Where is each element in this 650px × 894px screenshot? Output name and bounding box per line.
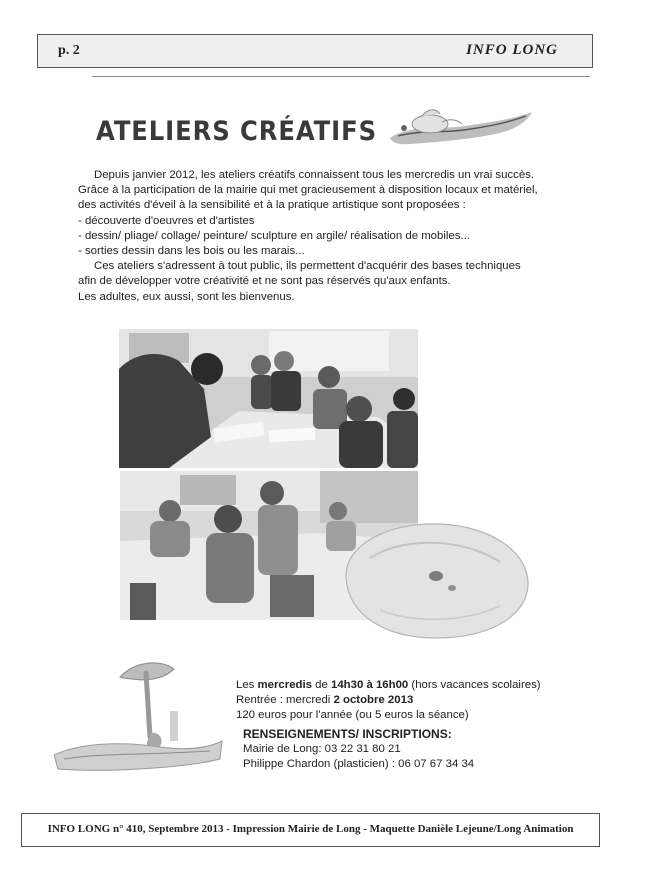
- contacts-title: RENSEIGNEMENTS/ INSCRIPTIONS:: [243, 726, 452, 741]
- activity-item: - sorties dessin dans les bois ou les marais...: [78, 245, 305, 258]
- sculpture-illustration-top: [380, 102, 540, 152]
- publication-title: INFO LONG: [466, 42, 558, 58]
- contact-artist: Philippe Chardon (plasticien) : 06 07 67 34 34: [243, 758, 475, 771]
- article-body: [78, 168, 540, 305]
- activity-item: - dessin/ pliage/ collage/ peinture/ sculpture en argile/ réalisation de mobiles...: [78, 229, 470, 242]
- page-number: p. 2: [58, 43, 80, 58]
- audience-paragraph: Ces ateliers s'adressent à tout public, ils permettent d'acquérir des bases techniques afin de développer votre créativité et ne sont pas réservés qu'aux enfants.: [78, 260, 521, 288]
- page-header: [37, 34, 593, 68]
- adults-paragraph: Les adultes, eux aussi, sont les bienvenus.: [78, 290, 295, 303]
- page-footer: [21, 813, 600, 847]
- contact-mairie: Mairie de Long: 03 22 31 80 21: [243, 742, 401, 755]
- header-divider: [92, 76, 590, 77]
- start-date-line: Rentrée : mercredi 2 octobre 2013: [236, 694, 414, 707]
- sculpture-illustration-round: [340, 518, 535, 643]
- schedule-line: Les mercredis de 14h30 à 16h00 (hors vacances scolaires): [236, 679, 541, 691]
- activity-item: - découverte d'oeuvres et d'artistes: [78, 214, 255, 227]
- price-line: 120 euros pour l'année (ou 5 euros la séance): [236, 709, 469, 722]
- sculpture-illustration-figure: [50, 655, 225, 780]
- article-title: ATELIERS CRÉATIFS: [96, 116, 377, 147]
- schedule-info: [236, 678, 566, 772]
- footer-credits: INFO LONG n° 410, Septembre 2013 - Impression Mairie de Long - Maquette Danièle Lejeune/Long Animation: [47, 823, 574, 835]
- workshop-photo-top: [119, 329, 418, 468]
- intro-paragraph: Depuis janvier 2012, les ateliers créatifs connaissent tous les mercredis un vrai succès. Grâce à la participation de la mairie qui met gracieusement à disposition locaux et matériel, des activités d'éveil à la sensibilité et à la pratique artistique sont proposées :: [78, 169, 538, 212]
